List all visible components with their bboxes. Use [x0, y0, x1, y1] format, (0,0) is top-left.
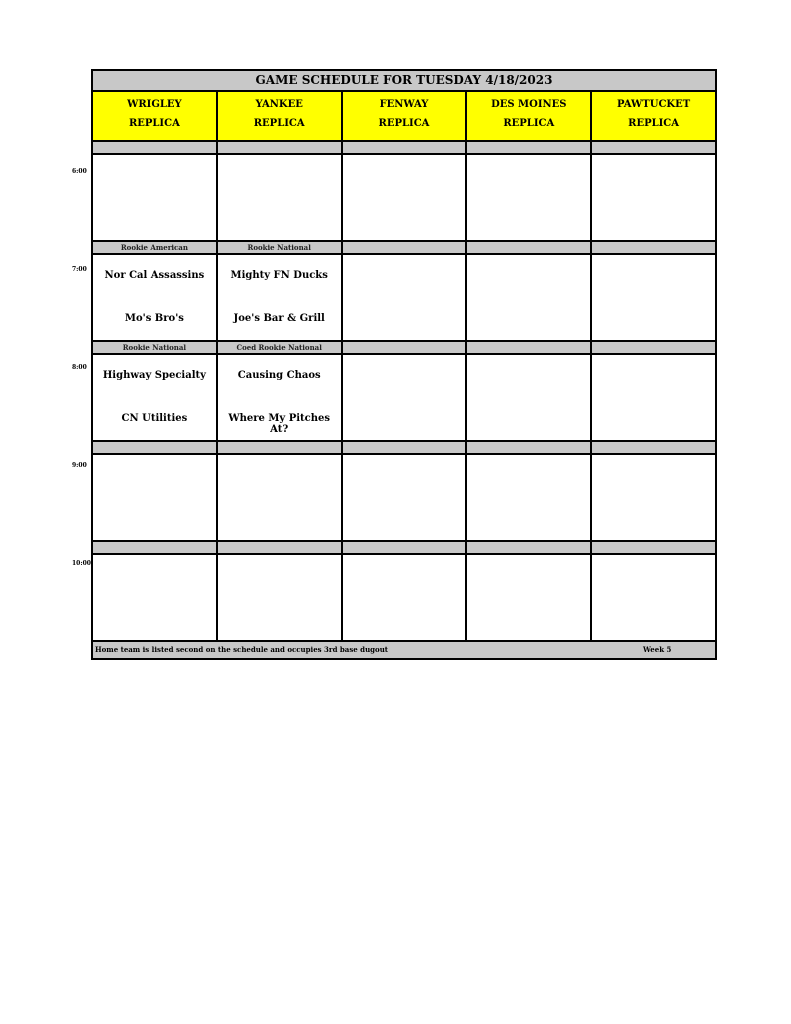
division-cell	[218, 442, 343, 453]
game-row	[93, 155, 715, 242]
game-cell	[93, 555, 218, 640]
week-label: Week 5	[643, 645, 672, 654]
game-row	[93, 355, 715, 442]
division-row	[93, 142, 715, 155]
away-team: Mighty FN Ducks	[230, 270, 328, 281]
field-header	[592, 92, 715, 140]
game-cell	[467, 355, 592, 440]
away-team: Causing Chaos	[237, 370, 321, 381]
game-cell	[218, 355, 343, 440]
game-cell	[218, 155, 343, 240]
time-label-7: 7:00	[72, 266, 87, 273]
division-cell	[592, 542, 715, 553]
division-cell	[93, 542, 218, 553]
field-type: REPLICA	[378, 118, 430, 129]
field-header	[218, 92, 343, 140]
division-cell	[218, 142, 343, 153]
schedule-title: GAME SCHEDULE FOR TUESDAY 4/18/2023	[93, 71, 715, 92]
game-cell	[218, 455, 343, 540]
time-label-6: 6:00	[72, 168, 87, 175]
division-cell	[343, 242, 468, 253]
field-header-row	[93, 92, 715, 142]
division-cell	[592, 342, 715, 353]
division-row	[93, 242, 715, 255]
home-team: Mo's Bro's	[124, 313, 184, 324]
field-type: REPLICA	[128, 118, 180, 129]
game-cell	[592, 355, 715, 440]
home-team: Joe's Bar & Grill	[233, 313, 325, 324]
division-cell	[467, 242, 592, 253]
game-cell	[467, 555, 592, 640]
field-header	[343, 92, 468, 140]
time-label-8: 8:00	[72, 364, 87, 371]
game-cell	[93, 255, 218, 340]
footer-note: Home team is listed second on the schedule and occupies 3rd base dugout	[95, 645, 389, 654]
game-cell	[467, 155, 592, 240]
field-name: DES MOINES	[491, 99, 567, 110]
game-cell	[592, 555, 715, 640]
game-cell	[343, 355, 468, 440]
field-type: REPLICA	[628, 118, 680, 129]
game-cell	[592, 155, 715, 240]
field-header	[467, 92, 592, 140]
field-type: REPLICA	[253, 118, 305, 129]
game-row	[93, 255, 715, 342]
game-row	[93, 455, 715, 542]
field-name: FENWAY	[379, 99, 429, 110]
division-cell	[467, 342, 592, 353]
time-label-9: 9:00	[72, 462, 87, 469]
division-cell	[93, 142, 218, 153]
game-cell	[343, 255, 468, 340]
division-cell	[467, 142, 592, 153]
away-team: Nor Cal Assassins	[104, 270, 205, 281]
game-cell	[343, 455, 468, 540]
game-row	[93, 555, 715, 642]
division-cell: Rookie American	[93, 242, 218, 253]
game-cell	[93, 455, 218, 540]
division-row	[93, 342, 715, 355]
home-team: Where My Pitches At?	[228, 413, 331, 435]
division-row	[93, 542, 715, 555]
division-cell	[592, 242, 715, 253]
game-cell	[93, 355, 218, 440]
field-name: WRIGLEY	[127, 99, 182, 110]
division-row	[93, 442, 715, 455]
footer-row	[93, 642, 715, 658]
division-cell	[343, 542, 468, 553]
division-cell	[218, 542, 343, 553]
time-label-10: 10:00	[72, 560, 91, 567]
division-cell: Rookie National	[93, 342, 218, 353]
game-cell	[343, 555, 468, 640]
game-cell	[93, 155, 218, 240]
game-cell	[343, 155, 468, 240]
division-cell: Coed Rookie National	[218, 342, 343, 353]
game-cell	[592, 455, 715, 540]
field-header	[93, 92, 218, 140]
field-type: REPLICA	[503, 118, 555, 129]
game-cell	[218, 255, 343, 340]
division-cell	[343, 142, 468, 153]
home-team: CN Utilities	[121, 413, 188, 424]
game-cell	[467, 255, 592, 340]
field-name: PAWTUCKET	[617, 99, 691, 110]
game-cell	[467, 455, 592, 540]
division-cell	[343, 342, 468, 353]
schedule-sheet	[91, 69, 717, 660]
away-team: Highway Specialty	[102, 370, 206, 381]
division-cell	[592, 142, 715, 153]
division-cell	[343, 442, 468, 453]
game-cell	[218, 555, 343, 640]
division-cell	[467, 442, 592, 453]
field-name: YANKEE	[255, 99, 303, 110]
division-cell	[592, 442, 715, 453]
division-cell: Rookie National	[218, 242, 343, 253]
division-cell	[467, 542, 592, 553]
division-cell	[93, 442, 218, 453]
game-cell	[592, 255, 715, 340]
